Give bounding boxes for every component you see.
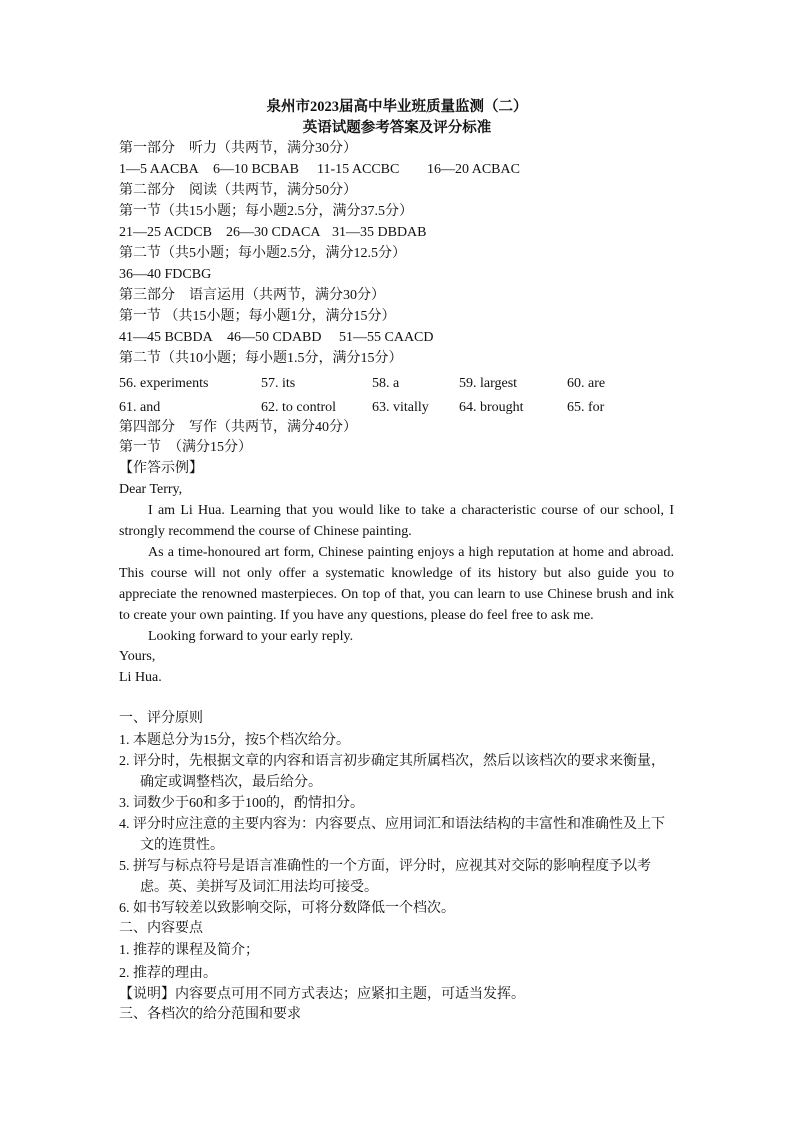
grammar-answer: 59. largest (459, 376, 518, 391)
part1-heading: 第一部分 听力（共两节，满分30分） (119, 141, 357, 156)
part3-section1-heading: 第一节 （共15小题；每小题1分，满分15分） (119, 309, 396, 324)
answer-key: 11-15 ACCBC (317, 162, 400, 177)
letter-greeting: Dear Terry, (119, 482, 183, 497)
sample-label: 【作答示例】 (119, 461, 203, 476)
scoring-principles-heading: 一、评分原则 (119, 711, 203, 726)
scoring-rule: 1. 本题总分为15分，按5个档次给分。 (119, 733, 350, 748)
document-subtitle: 英语试题参考答案及评分标准 (302, 120, 492, 136)
letter-closing: Yours, (119, 649, 156, 664)
grammar-answer: 61. and (119, 400, 161, 415)
answer-key: 46—50 CDABD (227, 330, 322, 345)
grammar-answer: 60. are (567, 376, 606, 391)
answer-key: 16—20 ACBAC (427, 162, 520, 177)
grammar-answer: 56. experiments (119, 376, 209, 391)
grammar-answer: 65. for (567, 400, 605, 415)
part3-heading: 第三部分 语言运用（共两节，满分30分） (119, 288, 385, 303)
scoring-rule: 5. 拼写与标点符号是语言准确性的一个方面，评分时，应视其对交际的影响程度予以考虑。英、美拼写及词汇用法均可接受。 (119, 859, 651, 895)
answer-key: 31—35 DBDAB (332, 225, 427, 240)
part2-section2-keys: 36—40 FDCBG (119, 267, 212, 282)
answer-key: 6—10 BCBAB (213, 162, 299, 177)
grammar-answer: 64. brought (459, 400, 524, 415)
part4-section1-heading: 第一节 （满分15分） (119, 440, 252, 455)
grammar-answer: 63. vitally (372, 400, 429, 415)
answer-key: 41—45 BCBDA (119, 330, 213, 345)
scoring-rule: 3. 词数少于60和多于100的，酌情扣分。 (119, 796, 364, 811)
scoring-rule: 6. 如书写较差以致影响交际，可将分数降低一个档次。 (119, 901, 455, 916)
grammar-answer: 57. its (261, 376, 296, 391)
part2-section2-heading: 第二节（共5小题；每小题2.5分，满分12.5分） (119, 246, 406, 261)
grading-levels-heading: 三、各档次的给分范围和要求 (119, 1007, 301, 1022)
letter-paragraph-2: As a time-honoured art form, Chinese painting enjoys a high reputation at home and abroad. This course will not only offer a systematic knowledge of its history but also guide you to appreciate the renowned masterpieces. On top of that, you can learn to use Chinese brush and ink to create your own painting. If you have any questions, please do feel free to ask me. (119, 545, 674, 623)
answer-key: 26—30 CDACA (226, 225, 321, 240)
letter-signature: Li Hua. (119, 670, 162, 685)
answer-key: 1—5 AACBA (119, 162, 199, 177)
scoring-rule: 4. 评分时应注意的主要内容为：内容要点、应用词汇和语法结构的丰富性和准确性及上下文的连贯性。 (119, 817, 665, 853)
part2-section1-heading: 第一节（共15小题；每小题2.5分，满分37.5分） (119, 204, 413, 219)
content-points-heading: 二、内容要点 (119, 921, 203, 936)
answer-key: 21—25 ACDCB (119, 225, 212, 240)
letter-paragraph-1: I am Li Hua. Learning that you would like to take a characteristic course of our school, I strongly recommend the course of Chinese painting. (119, 503, 674, 539)
part4-heading: 第四部分 写作（共两节，满分40分） (119, 420, 357, 435)
content-note: 【说明】内容要点可用不同方式表达；应紧扣主题，可适当发挥。 (119, 987, 525, 1002)
scoring-rule: 2. 评分时，先根据文章的内容和语言初步确定其所属档次，然后以该档次的要求来衡量，确定或调整档次，最后给分。 (119, 754, 665, 790)
document-title: 泉州市2023届高中毕业班质量监测（二） (266, 99, 528, 115)
content-point: 1. 推荐的课程及简介； (119, 943, 259, 958)
letter-paragraph-3: Looking forward to your early reply. (148, 629, 354, 644)
part3-section2-heading: 第二节（共10小题；每小题1.5分，满分15分） (119, 351, 403, 366)
content-point: 2. 推荐的理由。 (119, 966, 217, 981)
grammar-answer: 62. to control (261, 400, 337, 415)
part2-heading: 第二部分 阅读（共两节，满分50分） (119, 183, 357, 198)
answer-key: 51—55 CAACD (339, 330, 434, 345)
grammar-answer: 58. a (372, 376, 400, 391)
